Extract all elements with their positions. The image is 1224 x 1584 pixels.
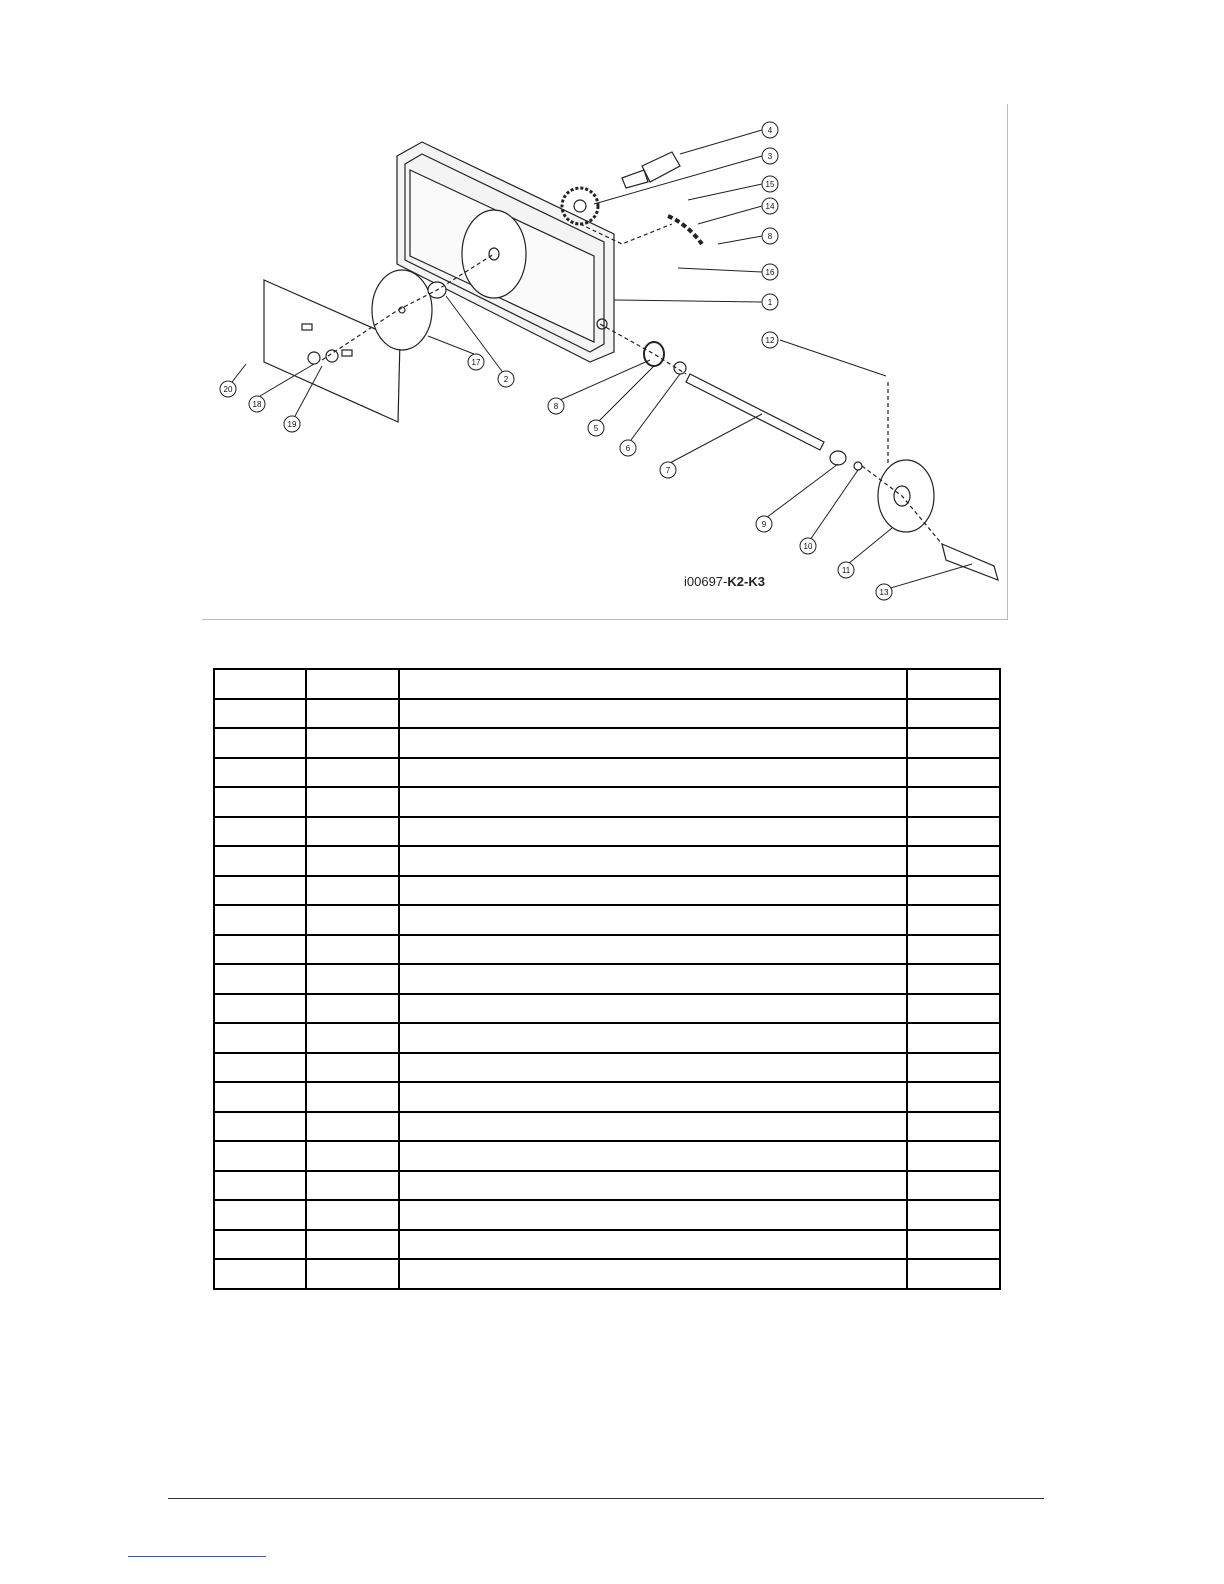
callout-14 — [762, 198, 778, 214]
table-cell — [306, 935, 399, 965]
table-cell — [399, 1200, 907, 1230]
table-cell — [907, 1023, 1000, 1053]
table-row — [214, 1112, 1000, 1142]
table-cell — [306, 1200, 399, 1230]
table-cell — [306, 728, 399, 758]
table-cell — [306, 758, 399, 788]
table-cell — [907, 876, 1000, 906]
svg-text:19: 19 — [287, 420, 297, 429]
callout-18 — [249, 396, 265, 412]
drawing-id-suffix: K2-K3 — [727, 574, 765, 589]
table-cell — [399, 669, 907, 699]
table-row — [214, 905, 1000, 935]
callout-11 — [838, 562, 854, 578]
table-cell — [214, 728, 306, 758]
table-row — [214, 669, 1000, 699]
table-cell — [306, 1023, 399, 1053]
table-row — [214, 846, 1000, 876]
table-cell — [214, 817, 306, 847]
table-cell — [214, 1200, 306, 1230]
table-cell — [907, 728, 1000, 758]
diagram-drawing — [202, 104, 1008, 620]
table-cell — [306, 876, 399, 906]
table-cell — [214, 1082, 306, 1112]
table-row — [214, 935, 1000, 965]
table-cell — [214, 994, 306, 1024]
table-cell — [907, 1053, 1000, 1083]
table-row — [214, 1230, 1000, 1260]
table-row — [214, 1082, 1000, 1112]
table-row — [214, 1053, 1000, 1083]
table-row — [214, 1200, 1000, 1230]
svg-text:5: 5 — [593, 424, 599, 433]
callout-5 — [588, 420, 604, 436]
table-cell — [907, 1230, 1000, 1260]
svg-text:6: 6 — [625, 444, 631, 453]
table-cell — [399, 1082, 907, 1112]
table-cell — [306, 994, 399, 1024]
parts-list-body — [214, 669, 1000, 1289]
table-cell — [399, 905, 907, 935]
table-row — [214, 1259, 1000, 1289]
svg-text:3: 3 — [767, 152, 773, 161]
table-cell — [907, 905, 1000, 935]
drawing-id-prefix: i00697- — [684, 574, 728, 589]
table-cell — [907, 935, 1000, 965]
callout-13 — [876, 584, 892, 600]
callout-9 — [756, 516, 772, 532]
table-row — [214, 964, 1000, 994]
table-cell — [214, 1053, 306, 1083]
table-cell — [214, 699, 306, 729]
table-cell — [399, 935, 907, 965]
table-cell — [214, 905, 306, 935]
table-cell — [306, 964, 399, 994]
exploded-parts-diagram — [202, 104, 1008, 620]
table-cell — [306, 817, 399, 847]
table-row — [214, 994, 1000, 1024]
svg-text:16: 16 — [765, 268, 775, 277]
table-cell — [306, 787, 399, 817]
table-cell — [399, 787, 907, 817]
table-cell — [907, 1141, 1000, 1171]
callout-6 — [620, 440, 636, 456]
table-cell — [907, 1200, 1000, 1230]
table-cell — [907, 699, 1000, 729]
table-cell — [907, 817, 1000, 847]
svg-text:12: 12 — [765, 336, 775, 345]
table-cell — [306, 1141, 399, 1171]
callout-3 — [762, 148, 778, 164]
table-cell — [214, 1230, 306, 1260]
callout-19 — [284, 416, 300, 432]
table-cell — [907, 669, 1000, 699]
callout-12 — [762, 332, 778, 348]
table-cell — [306, 1053, 399, 1083]
table-cell — [399, 876, 907, 906]
table-cell — [907, 846, 1000, 876]
svg-text:10: 10 — [803, 542, 813, 551]
callout-10 — [800, 538, 816, 554]
table-cell — [907, 1082, 1000, 1112]
table-cell — [214, 758, 306, 788]
table-cell — [214, 1171, 306, 1201]
footer-link-underline[interactable] — [128, 1556, 266, 1557]
table-cell — [214, 935, 306, 965]
table-cell — [214, 876, 306, 906]
table-cell — [399, 1230, 907, 1260]
callout-20 — [220, 381, 236, 397]
table-cell — [907, 1112, 1000, 1142]
table-cell — [399, 1141, 907, 1171]
table-cell — [306, 1259, 399, 1289]
svg-text:14: 14 — [765, 202, 775, 211]
table-cell — [907, 1171, 1000, 1201]
table-cell — [399, 1053, 907, 1083]
table-row — [214, 1171, 1000, 1201]
svg-text:1: 1 — [767, 298, 773, 307]
svg-text:15: 15 — [765, 180, 775, 189]
table-row — [214, 758, 1000, 788]
table-cell — [214, 1023, 306, 1053]
svg-text:7: 7 — [665, 466, 671, 475]
table-row — [214, 728, 1000, 758]
svg-text:4: 4 — [767, 126, 773, 135]
table-cell — [214, 1141, 306, 1171]
table-cell — [306, 1230, 399, 1260]
table-row — [214, 787, 1000, 817]
table-cell — [399, 699, 907, 729]
svg-text:9: 9 — [761, 520, 767, 529]
table-cell — [399, 1112, 907, 1142]
callout-7 — [660, 462, 676, 478]
table-cell — [399, 994, 907, 1024]
table-cell — [214, 846, 306, 876]
table-cell — [306, 905, 399, 935]
table-cell — [399, 728, 907, 758]
table-cell — [306, 1082, 399, 1112]
callout-15 — [762, 176, 778, 192]
table-cell — [907, 1259, 1000, 1289]
callout-8b — [762, 228, 778, 244]
drawing-id-label — [684, 574, 765, 589]
callout-17 — [468, 354, 484, 370]
callout-1 — [762, 294, 778, 310]
callout-4 — [762, 122, 778, 138]
table-cell — [214, 787, 306, 817]
table-cell — [399, 846, 907, 876]
table-cell — [399, 758, 907, 788]
callout-8a — [548, 398, 564, 414]
table-cell — [214, 669, 306, 699]
svg-text:2: 2 — [503, 375, 509, 384]
table-cell — [306, 846, 399, 876]
table-cell — [907, 994, 1000, 1024]
table-cell — [399, 1171, 907, 1201]
svg-text:18: 18 — [252, 400, 262, 409]
table-cell — [306, 1112, 399, 1142]
table-row — [214, 876, 1000, 906]
table-cell — [399, 1259, 907, 1289]
footer-rule — [168, 1498, 1044, 1499]
table-cell — [907, 758, 1000, 788]
table-cell — [306, 669, 399, 699]
table-cell — [399, 817, 907, 847]
callout-2 — [498, 371, 514, 387]
svg-text:8: 8 — [767, 232, 773, 241]
table-cell — [907, 787, 1000, 817]
table-cell — [214, 1259, 306, 1289]
table-cell — [214, 964, 306, 994]
svg-text:11: 11 — [841, 566, 851, 575]
table-row — [214, 817, 1000, 847]
table-cell — [399, 1023, 907, 1053]
table-cell — [214, 1112, 306, 1142]
svg-text:8: 8 — [553, 402, 559, 411]
svg-text:17: 17 — [471, 358, 481, 367]
parts-list-table — [213, 668, 1001, 1290]
table-cell — [306, 1171, 399, 1201]
table-cell — [306, 699, 399, 729]
table-row — [214, 1023, 1000, 1053]
table-row — [214, 699, 1000, 729]
svg-text:20: 20 — [223, 385, 233, 394]
table-cell — [907, 964, 1000, 994]
svg-text:13: 13 — [879, 588, 889, 597]
table-cell — [399, 964, 907, 994]
callout-16 — [762, 264, 778, 280]
table-row — [214, 1141, 1000, 1171]
